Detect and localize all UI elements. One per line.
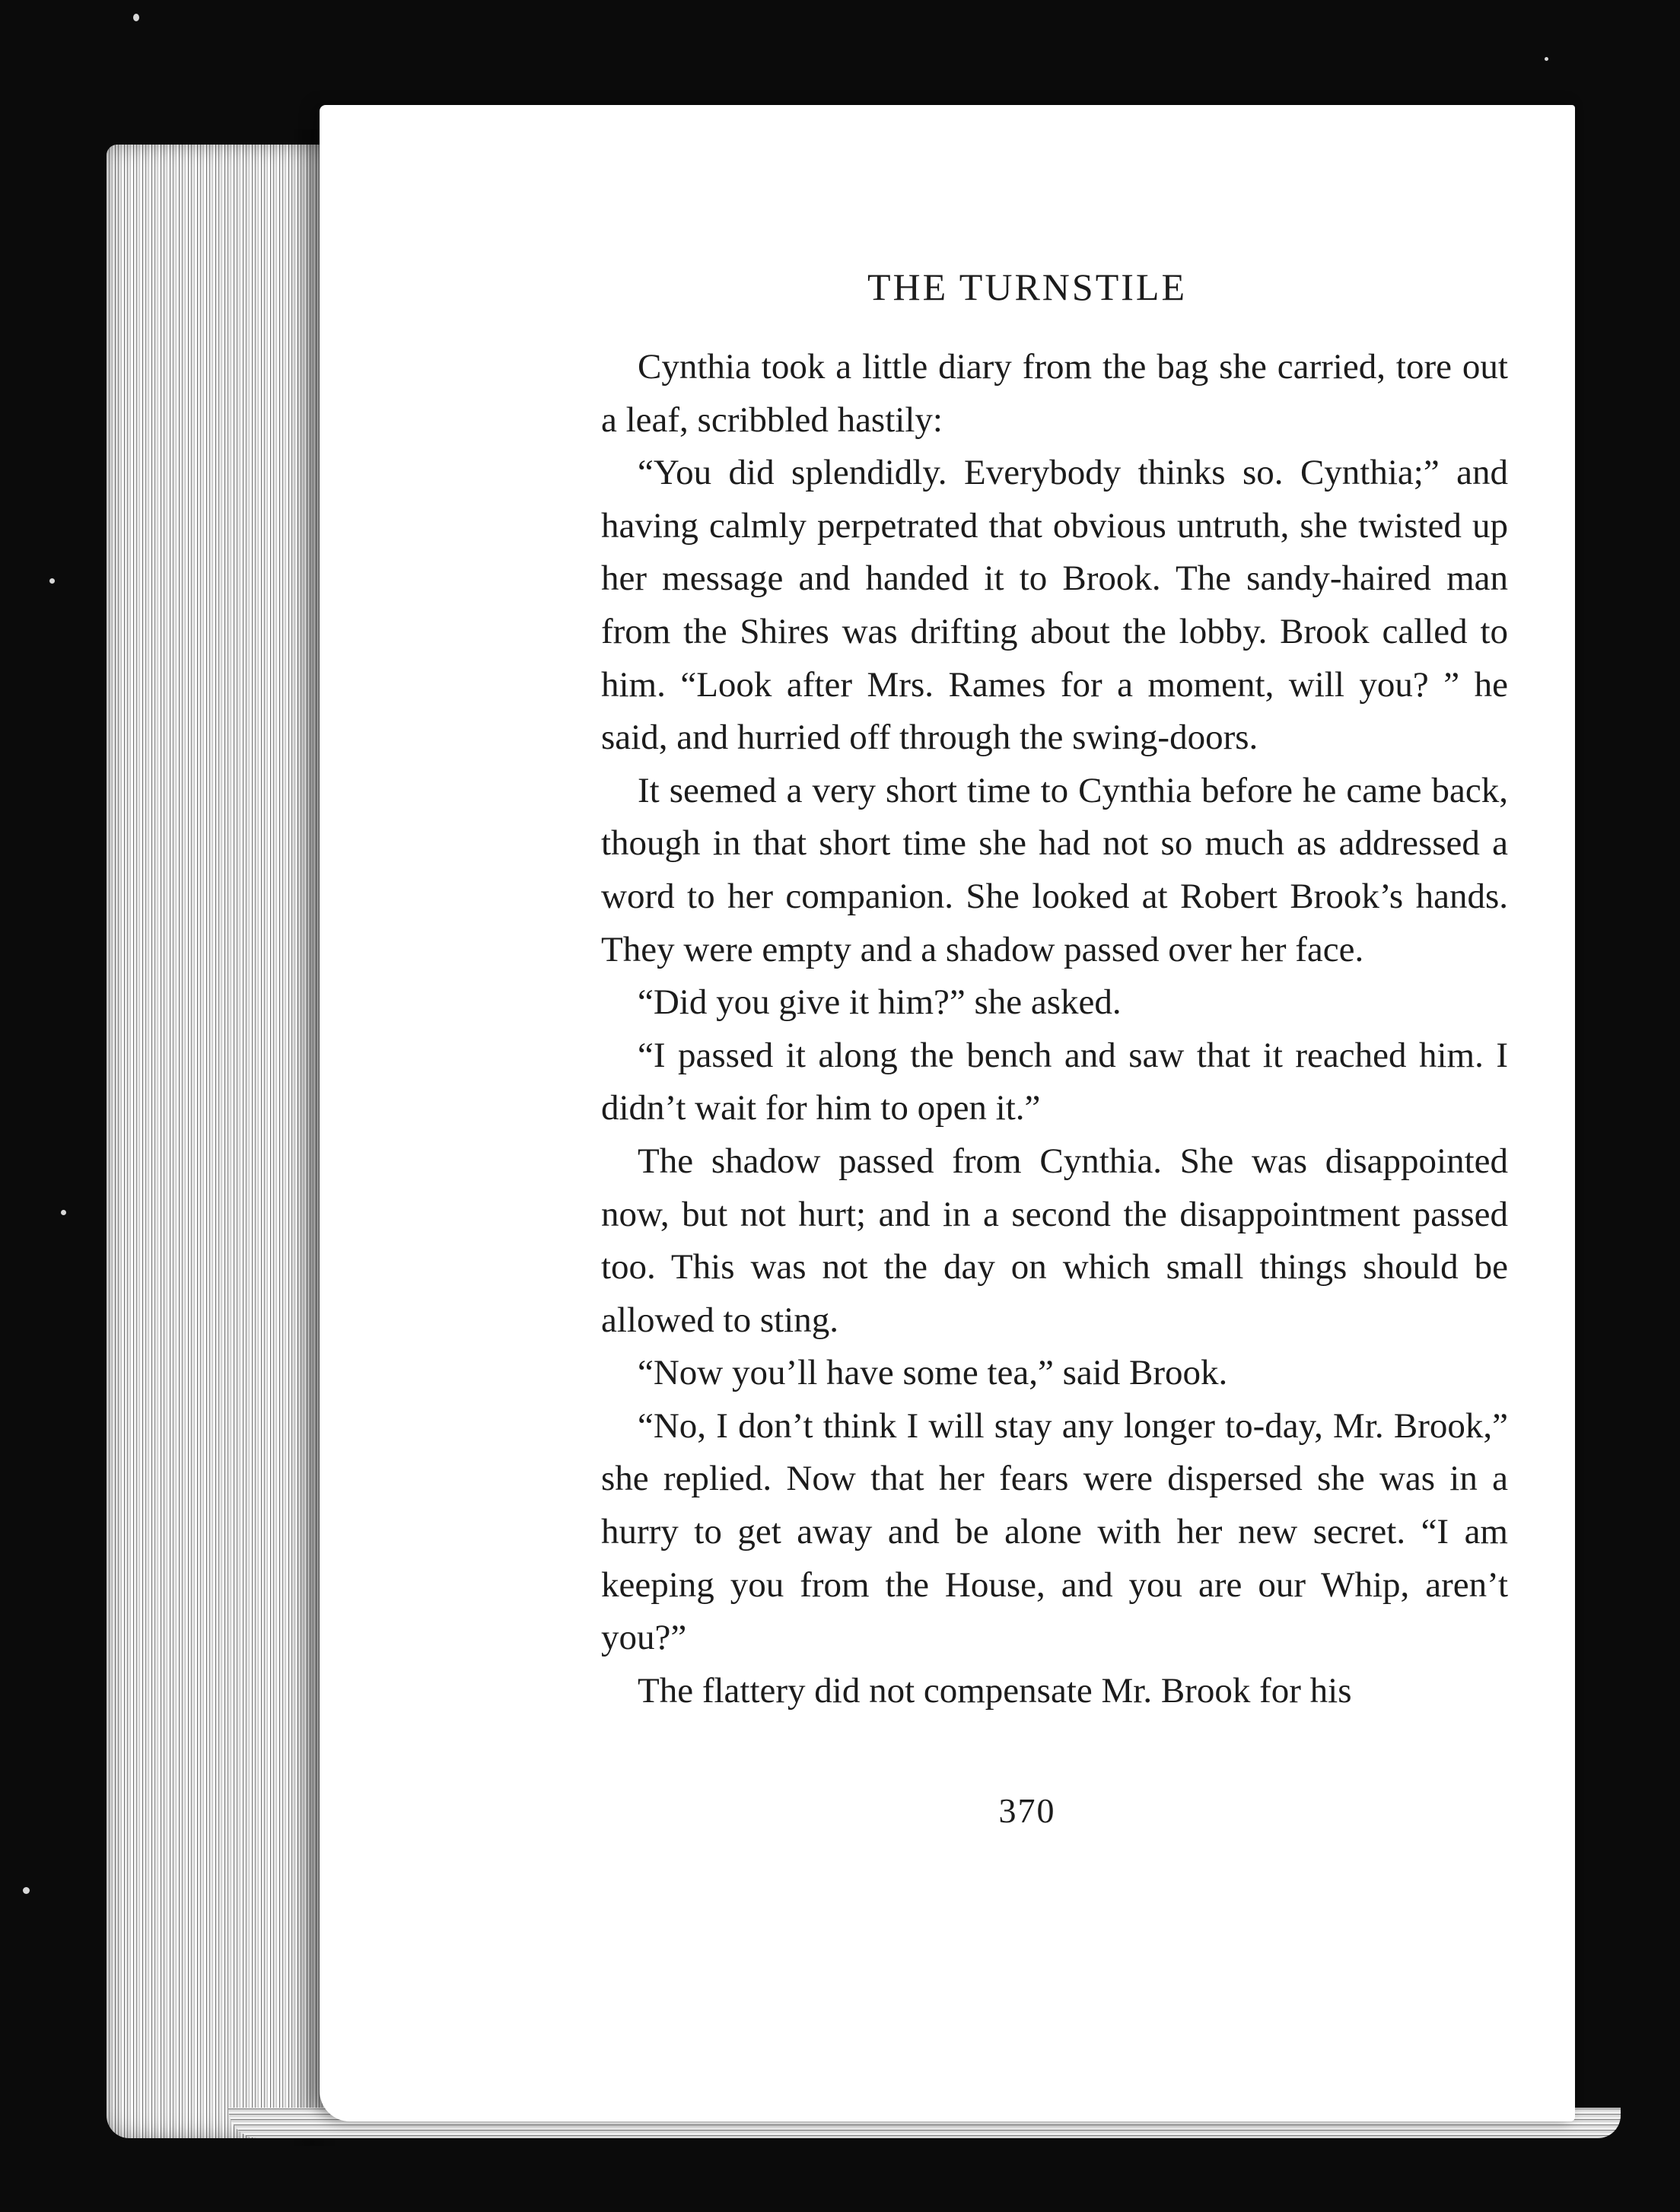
paragraph: The shadow passed from Cynthia. She was disappointed now, but not hurt; and in a second the disappointment passed too. This was not the day on which small things should be allowed to sting. [601,1141,1508,1340]
paragraph: The flattery did not compensate Mr. Brook for his [638,1670,1352,1711]
page-number: 370 [998,1791,1056,1830]
dust-speck [133,14,139,21]
paragraph: “No, I don’t think I will stay any longer to-day, Mr. Brook,” she replied. Now that her fears were dispersed she was in a hurry to get away and be alone with her new secret. “I am keeping you from the House, and you are our Whip, aren’t you?” [601,1405,1508,1658]
paragraph: Cynthia took a little diary from the bag she carried, tore out a leaf, scribbled hastily: [601,347,1508,440]
paragraph: “Did you give it him?” she asked. [638,982,1122,1023]
body-text [601,341,1508,1717]
dust-speck [61,1210,66,1215]
running-head: THE TURNSTILE [867,266,1187,308]
book-page [320,105,1575,2121]
dust-speck [49,578,55,584]
paragraph: It seemed a very short time to Cynthia before he came back, though in that short time she had not so much as addressed a word to her companion. She looked at Robert Brook’s hands. They were empty and a shadow passed over her face. [601,770,1508,969]
paragraph: “Now you’ll have some tea,” said Brook. [638,1353,1228,1393]
paragraph: “I passed it along the bench and saw that it reached him. I didn’t wait for him to open it.” [601,1035,1508,1128]
paragraph: “You did splendidly. Everybody thinks so. Cynthia;” and having calmly perpetrated that obvious untruth, she twisted up her message and handed it to Brook. The sandy-haired man from the Shires was drifting about the lobby. Brook called to him. “Look after Mrs. Rames for a moment, will you? ” he said, and hurried off through the swing-doors. [601,453,1508,758]
dust-speck [1545,57,1548,61]
dust-speck [23,1887,30,1894]
